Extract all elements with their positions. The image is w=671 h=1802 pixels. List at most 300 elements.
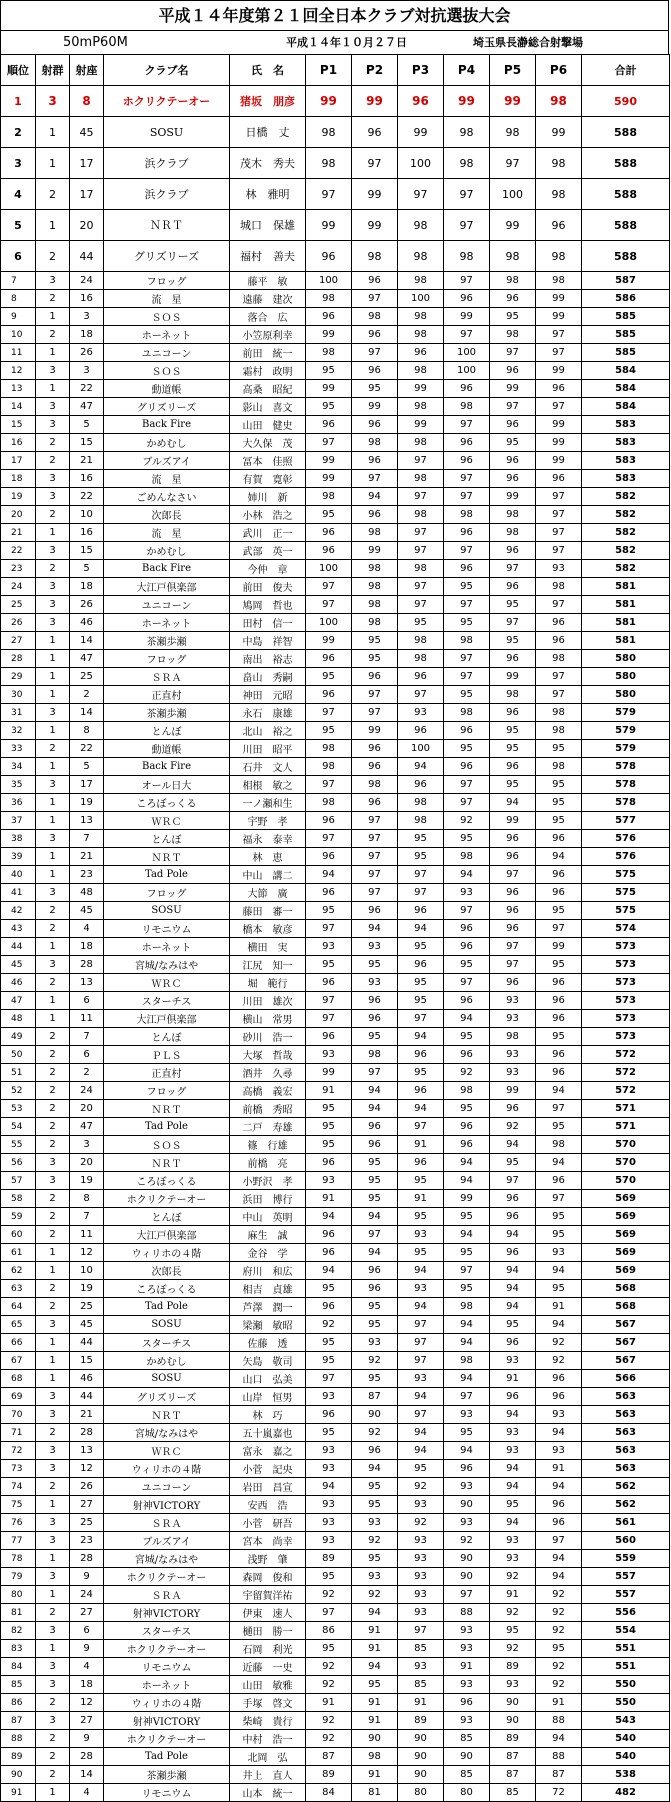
group-cell: 1	[36, 992, 70, 1010]
score-p4-cell: 95	[444, 1208, 490, 1226]
shooter-name-cell: 宇留賀洋祐	[230, 1586, 306, 1604]
score-p4-cell: 96	[444, 434, 490, 452]
shooter-name-cell: 川田 雄次	[230, 992, 306, 1010]
table-row	[1, 1100, 670, 1118]
total-cell: 561	[582, 1514, 670, 1532]
score-p6-cell: 94	[536, 848, 582, 866]
club-cell: ＮＲＴ	[104, 848, 230, 866]
rank-cell: 51	[1, 1064, 36, 1082]
score-p6-cell: 97	[536, 524, 582, 542]
score-p6-cell: 97	[536, 668, 582, 686]
shooter-name-cell: 浅野 肇	[230, 1550, 306, 1568]
group-cell: 2	[36, 1136, 70, 1154]
rank-cell: 25	[1, 596, 36, 614]
club-cell: ＮＲＴ	[104, 1406, 230, 1424]
score-p2-cell: 94	[352, 1604, 398, 1622]
rank-cell: 39	[1, 848, 36, 866]
score-p2-cell: 87	[352, 1388, 398, 1406]
score-p3-cell: 99	[398, 416, 444, 434]
group-cell: 1	[36, 866, 70, 884]
group-cell: 3	[36, 1532, 70, 1550]
score-p6-cell: 95	[536, 902, 582, 920]
score-p5-cell: 95	[490, 632, 536, 650]
group-cell: 2	[36, 1118, 70, 1136]
lane-cell: 15	[70, 542, 104, 560]
total-cell: 579	[582, 704, 670, 722]
group-cell: 1	[36, 1370, 70, 1388]
score-p2-cell: 94	[352, 1244, 398, 1262]
score-p4-cell: 94	[444, 1010, 490, 1028]
total-cell: 563	[582, 1460, 670, 1478]
group-cell: 3	[36, 956, 70, 974]
score-p5-cell: 93	[490, 1424, 536, 1442]
score-p4-cell: 95	[444, 740, 490, 758]
table-row	[1, 1028, 670, 1046]
group-cell: 2	[36, 920, 70, 938]
score-p5-cell: 92	[490, 1118, 536, 1136]
table-row	[1, 1208, 670, 1226]
score-p6-cell: 98	[536, 241, 582, 272]
total-cell: 573	[582, 974, 670, 992]
lane-cell: 46	[70, 614, 104, 632]
shooter-name-cell: 井上 直人	[230, 1766, 306, 1784]
score-p3-cell: 93	[398, 1550, 444, 1568]
table-row	[1, 398, 670, 416]
score-p5-cell: 98	[490, 272, 536, 290]
score-p1-cell: 98	[306, 117, 352, 148]
score-p6-cell: 94	[536, 1262, 582, 1280]
score-p2-cell: 95	[352, 1298, 398, 1316]
table-row	[1, 210, 670, 241]
score-p3-cell: 95	[398, 1244, 444, 1262]
score-p4-cell: 95	[444, 1244, 490, 1262]
total-cell: 562	[582, 1496, 670, 1514]
score-p5-cell: 98	[490, 326, 536, 344]
score-p1-cell: 91	[306, 1082, 352, 1100]
score-p2-cell: 98	[352, 596, 398, 614]
score-p5-cell: 97	[490, 956, 536, 974]
club-cell: ＳＲＡ	[104, 1586, 230, 1604]
score-p6-cell: 98	[536, 758, 582, 776]
table-row	[1, 1730, 670, 1748]
rank-cell: 77	[1, 1532, 36, 1550]
score-p5-cell: 90	[490, 1694, 536, 1712]
score-p3-cell: 98	[398, 272, 444, 290]
score-p3-cell: 97	[398, 1118, 444, 1136]
rank-cell: 59	[1, 1208, 36, 1226]
total-cell: 570	[582, 1172, 670, 1190]
rank-cell: 8	[1, 290, 36, 308]
lane-cell: 45	[70, 1316, 104, 1334]
score-p2-cell: 98	[352, 1046, 398, 1064]
club-cell: 次郎長	[104, 506, 230, 524]
score-p1-cell: 99	[306, 470, 352, 488]
score-p4-cell: 94	[444, 1334, 490, 1352]
club-cell: 浜クラブ	[104, 148, 230, 179]
lane-cell: 9	[70, 1640, 104, 1658]
score-p5-cell: 94	[490, 1226, 536, 1244]
score-p3-cell: 93	[398, 1370, 444, 1388]
table-row	[1, 1442, 670, 1460]
score-p2-cell: 94	[352, 1208, 398, 1226]
lane-cell: 2	[70, 686, 104, 704]
score-p5-cell: 99	[490, 488, 536, 506]
club-cell: ブルズアイ	[104, 452, 230, 470]
total-cell: 567	[582, 1352, 670, 1370]
rank-cell: 55	[1, 1136, 36, 1154]
score-p4-cell: 95	[444, 686, 490, 704]
score-p6-cell: 97	[536, 596, 582, 614]
table-row	[1, 758, 670, 776]
group-cell: 3	[36, 1172, 70, 1190]
table-row	[1, 344, 670, 362]
total-cell: 588	[582, 241, 670, 272]
score-p3-cell: 93	[398, 1532, 444, 1550]
total-cell: 583	[582, 470, 670, 488]
club-cell: ホーネット	[104, 1676, 230, 1694]
score-p5-cell: 99	[490, 812, 536, 830]
score-p1-cell: 95	[306, 1118, 352, 1136]
score-p3-cell: 90	[398, 1766, 444, 1784]
score-p6-cell: 95	[536, 1226, 582, 1244]
shooter-name-cell: 二戸 寿雄	[230, 1118, 306, 1136]
score-p2-cell: 92	[352, 1352, 398, 1370]
lane-cell: 15	[70, 434, 104, 452]
club-cell: 大江戸倶楽部	[104, 1226, 230, 1244]
score-p6-cell: 88	[536, 1748, 582, 1766]
club-cell: とんぼ	[104, 1028, 230, 1046]
score-p6-cell: 92	[536, 1586, 582, 1604]
header-p1: P1	[306, 55, 352, 86]
group-cell: 2	[36, 1046, 70, 1064]
lane-cell: 14	[70, 704, 104, 722]
total-cell: 559	[582, 1550, 670, 1568]
score-p1-cell: 96	[306, 1226, 352, 1244]
score-p4-cell: 96	[444, 524, 490, 542]
score-p1-cell: 92	[306, 1712, 352, 1730]
score-p5-cell: 96	[490, 650, 536, 668]
score-p4-cell: 93	[444, 1622, 490, 1640]
score-p1-cell: 94	[306, 1208, 352, 1226]
lane-cell: 9	[70, 1730, 104, 1748]
score-p5-cell: 93	[490, 1064, 536, 1082]
score-p4-cell: 97	[444, 974, 490, 992]
score-p5-cell: 97	[490, 398, 536, 416]
score-p5-cell: 95	[490, 776, 536, 794]
score-p3-cell: 95	[398, 938, 444, 956]
score-p5-cell: 87	[490, 1748, 536, 1766]
score-p1-cell: 95	[306, 506, 352, 524]
total-cell: 585	[582, 344, 670, 362]
score-p6-cell: 87	[536, 1766, 582, 1784]
score-p3-cell: 93	[398, 1280, 444, 1298]
club-cell: SOSU	[104, 902, 230, 920]
score-p4-cell: 97	[444, 1388, 490, 1406]
score-p5-cell: 95	[490, 740, 536, 758]
table-row	[1, 86, 670, 117]
score-p4-cell: 90	[444, 1550, 490, 1568]
lane-cell: 6	[70, 992, 104, 1010]
score-p5-cell: 94	[490, 1460, 536, 1478]
score-p6-cell: 94	[536, 1550, 582, 1568]
score-p1-cell: 94	[306, 1262, 352, 1280]
score-p6-cell: 96	[536, 884, 582, 902]
rank-cell: 13	[1, 380, 36, 398]
lane-cell: 18	[70, 1676, 104, 1694]
score-p6-cell: 96	[536, 380, 582, 398]
group-cell: 2	[36, 1730, 70, 1748]
score-p3-cell: 97	[398, 179, 444, 210]
score-p3-cell: 98	[398, 326, 444, 344]
club-cell: Tad Pole	[104, 1298, 230, 1316]
table-row	[1, 1082, 670, 1100]
score-p3-cell: 97	[398, 488, 444, 506]
table-row	[1, 938, 670, 956]
table-row	[1, 740, 670, 758]
score-p4-cell: 96	[444, 1046, 490, 1064]
header-total: 合計	[582, 55, 670, 86]
club-cell: 茶瀬歩瀬	[104, 632, 230, 650]
score-p6-cell: 92	[536, 1676, 582, 1694]
rank-cell: 26	[1, 614, 36, 632]
table-row	[1, 1496, 670, 1514]
group-cell: 3	[36, 578, 70, 596]
score-p5-cell: 94	[490, 1478, 536, 1496]
score-p3-cell: 100	[398, 290, 444, 308]
shooter-name-cell: 武部 英一	[230, 542, 306, 560]
lane-cell: 13	[70, 1442, 104, 1460]
rank-cell: 79	[1, 1568, 36, 1586]
score-p2-cell: 98	[352, 308, 398, 326]
score-p6-cell: 95	[536, 956, 582, 974]
total-cell: 576	[582, 830, 670, 848]
score-p3-cell: 92	[398, 1514, 444, 1532]
score-p5-cell: 96	[490, 920, 536, 938]
club-cell: 射神VICTORY	[104, 1712, 230, 1730]
lane-cell: 22	[70, 380, 104, 398]
total-cell: 581	[582, 632, 670, 650]
lane-cell: 20	[70, 210, 104, 241]
table-row	[1, 272, 670, 290]
club-cell: ＳＲＡ	[104, 668, 230, 686]
table-row	[1, 1784, 670, 1802]
shooter-name-cell: 浜田 博行	[230, 1190, 306, 1208]
score-p1-cell: 96	[306, 848, 352, 866]
total-cell: 570	[582, 1154, 670, 1172]
score-p2-cell: 95	[352, 1496, 398, 1514]
score-p5-cell: 97	[490, 866, 536, 884]
lane-cell: 8	[70, 1190, 104, 1208]
total-cell: 570	[582, 1136, 670, 1154]
table-row	[1, 1334, 670, 1352]
score-p5-cell: 95	[490, 1622, 536, 1640]
score-p1-cell: 95	[306, 1424, 352, 1442]
group-cell: 2	[36, 1190, 70, 1208]
club-cell: グリズリーズ	[104, 1388, 230, 1406]
rank-cell: 50	[1, 1046, 36, 1064]
score-p5-cell: 85	[490, 1784, 536, 1802]
lane-cell: 26	[70, 1478, 104, 1496]
club-cell: 宮城/なみはや	[104, 956, 230, 974]
score-p4-cell: 93	[444, 1406, 490, 1424]
rank-cell: 82	[1, 1622, 36, 1640]
score-p5-cell: 93	[490, 1352, 536, 1370]
score-p5-cell: 95	[490, 308, 536, 326]
shooter-name-cell: 林 雅明	[230, 179, 306, 210]
score-p3-cell: 100	[398, 148, 444, 179]
score-p4-cell: 90	[444, 1568, 490, 1586]
score-p6-cell: 97	[536, 1190, 582, 1208]
score-p3-cell: 94	[398, 1028, 444, 1046]
score-p6-cell: 95	[536, 1028, 582, 1046]
score-p1-cell: 95	[306, 1280, 352, 1298]
shooter-name-cell: 篠 行雄	[230, 1136, 306, 1154]
score-p6-cell: 98	[536, 722, 582, 740]
lane-cell: 3	[70, 1136, 104, 1154]
group-cell: 1	[36, 686, 70, 704]
shooter-name-cell: 林 恵	[230, 848, 306, 866]
score-p5-cell: 96	[490, 884, 536, 902]
shooter-name-cell: 府川 和広	[230, 1262, 306, 1280]
rank-cell: 62	[1, 1262, 36, 1280]
shooter-name-cell: 柴崎 貴行	[230, 1712, 306, 1730]
club-cell: ころぼっくる	[104, 1172, 230, 1190]
shooter-name-cell: 大久保 茂	[230, 434, 306, 452]
table-row	[1, 902, 670, 920]
table-row	[1, 117, 670, 148]
total-cell: 563	[582, 1388, 670, 1406]
score-p2-cell: 94	[352, 488, 398, 506]
lane-cell: 24	[70, 1586, 104, 1604]
table-row	[1, 992, 670, 1010]
score-p1-cell: 91	[306, 1694, 352, 1712]
score-p3-cell: 97	[398, 686, 444, 704]
score-p6-cell: 91	[536, 1298, 582, 1316]
score-p6-cell: 99	[536, 308, 582, 326]
header-rank: 順位	[1, 55, 36, 86]
score-p1-cell: 92	[306, 1586, 352, 1604]
total-cell: 587	[582, 272, 670, 290]
table-row	[1, 1604, 670, 1622]
score-p6-cell: 95	[536, 1208, 582, 1226]
shooter-name-cell: 川田 昭平	[230, 740, 306, 758]
total-cell: 583	[582, 452, 670, 470]
score-p1-cell: 95	[306, 668, 352, 686]
lane-cell: 16	[70, 290, 104, 308]
group-cell: 1	[36, 1334, 70, 1352]
score-p6-cell: 96	[536, 210, 582, 241]
score-p1-cell: 93	[306, 938, 352, 956]
score-p2-cell: 93	[352, 938, 398, 956]
shooter-name-cell: 中村 浩一	[230, 1730, 306, 1748]
score-p3-cell: 95	[398, 614, 444, 632]
club-cell: 射神VICTORY	[104, 1496, 230, 1514]
rank-cell: 31	[1, 704, 36, 722]
rank-cell: 47	[1, 992, 36, 1010]
table-row	[1, 776, 670, 794]
score-p2-cell: 97	[352, 848, 398, 866]
total-cell: 557	[582, 1586, 670, 1604]
score-p2-cell: 96	[352, 1118, 398, 1136]
total-cell: 551	[582, 1658, 670, 1676]
lane-cell: 18	[70, 326, 104, 344]
club-cell: ホーネット	[104, 938, 230, 956]
total-cell: 567	[582, 1334, 670, 1352]
rank-cell: 15	[1, 416, 36, 434]
score-p1-cell: 95	[306, 1334, 352, 1352]
score-p2-cell: 98	[352, 1748, 398, 1766]
table-row	[1, 1478, 670, 1496]
score-p1-cell: 97	[306, 920, 352, 938]
score-p1-cell: 95	[306, 722, 352, 740]
score-p3-cell: 96	[398, 86, 444, 117]
score-p1-cell: 93	[306, 1514, 352, 1532]
score-p3-cell: 93	[398, 1604, 444, 1622]
lane-cell: 13	[70, 812, 104, 830]
score-p3-cell: 98	[398, 470, 444, 488]
score-p1-cell: 96	[306, 1154, 352, 1172]
rank-cell: 78	[1, 1550, 36, 1568]
score-p2-cell: 92	[352, 1586, 398, 1604]
total-cell: 584	[582, 398, 670, 416]
total-cell: 573	[582, 1010, 670, 1028]
score-p2-cell: 94	[352, 1658, 398, 1676]
club-cell: SOSU	[104, 1370, 230, 1388]
shooter-name-cell: 鳩岡 哲也	[230, 596, 306, 614]
total-cell: 538	[582, 1766, 670, 1784]
club-cell: ユニコーン	[104, 1478, 230, 1496]
score-p6-cell: 91	[536, 1694, 582, 1712]
score-p5-cell: 93	[490, 1010, 536, 1028]
score-p4-cell: 94	[444, 1442, 490, 1460]
score-p6-cell: 95	[536, 1118, 582, 1136]
table-row	[1, 1316, 670, 1334]
score-p5-cell: 91	[490, 1370, 536, 1388]
club-cell: 大江戸倶楽部	[104, 578, 230, 596]
table-row	[1, 812, 670, 830]
shooter-name-cell: 武川 正一	[230, 524, 306, 542]
table-row	[1, 452, 670, 470]
shooter-name-cell: 前橋 秀昭	[230, 1100, 306, 1118]
score-p2-cell: 95	[352, 1028, 398, 1046]
shooter-name-cell: 神田 元昭	[230, 686, 306, 704]
lane-cell: 8	[70, 722, 104, 740]
event-date: 平成１４年１０月２７日	[286, 36, 407, 49]
score-p3-cell: 99	[398, 117, 444, 148]
lane-cell: 22	[70, 740, 104, 758]
total-cell: 575	[582, 884, 670, 902]
total-cell: 585	[582, 326, 670, 344]
rank-cell: 20	[1, 506, 36, 524]
score-p4-cell: 97	[444, 272, 490, 290]
score-p2-cell: 96	[352, 1280, 398, 1298]
score-p4-cell: 93	[444, 1514, 490, 1532]
score-p4-cell: 98	[444, 704, 490, 722]
shooter-name-cell: 山岸 恒男	[230, 1388, 306, 1406]
score-p4-cell: 100	[444, 362, 490, 380]
score-p6-cell: 91	[536, 1460, 582, 1478]
total-cell: 550	[582, 1694, 670, 1712]
lane-cell: 12	[70, 1244, 104, 1262]
score-p5-cell: 97	[490, 614, 536, 632]
score-p2-cell: 99	[352, 542, 398, 560]
score-p3-cell: 95	[398, 1172, 444, 1190]
group-cell: 1	[36, 344, 70, 362]
shooter-name-cell: 小林 浩之	[230, 506, 306, 524]
group-cell: 2	[36, 1748, 70, 1766]
score-p3-cell: 98	[398, 632, 444, 650]
score-p2-cell: 99	[352, 86, 398, 117]
